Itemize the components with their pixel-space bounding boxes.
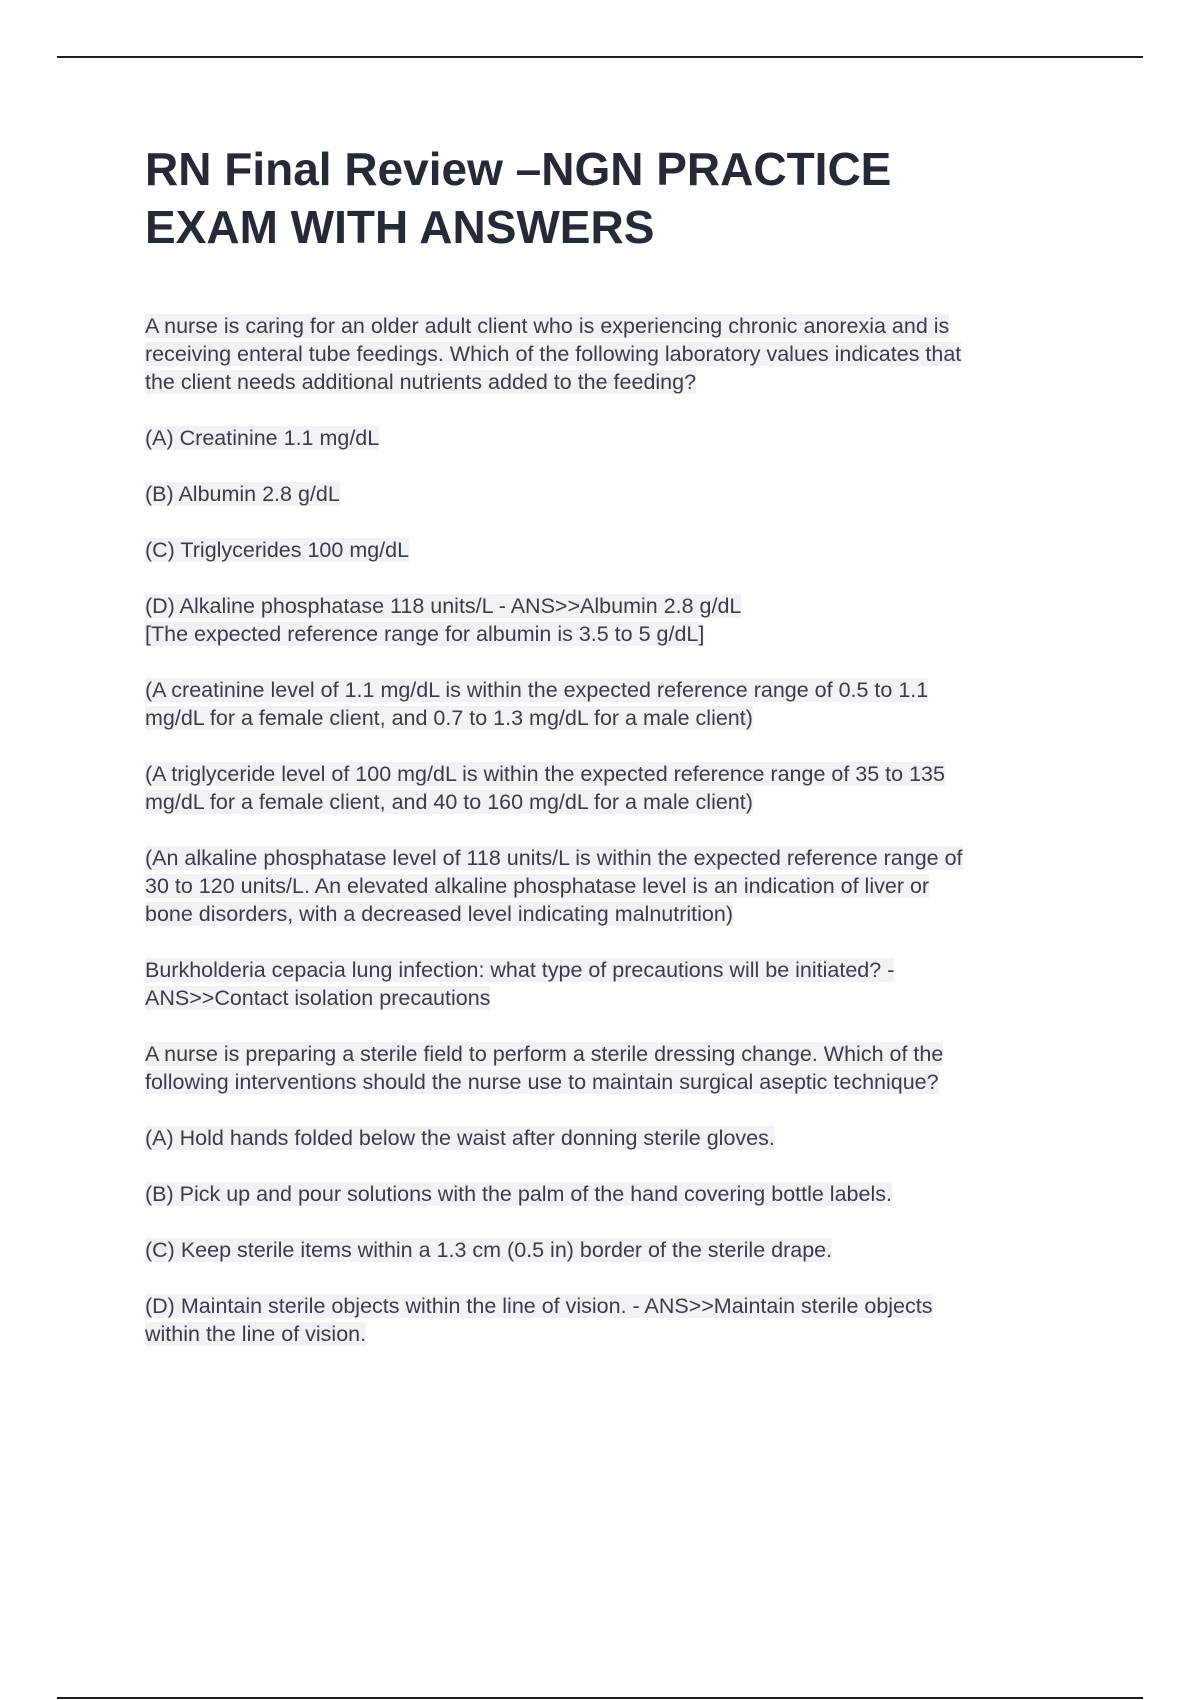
text-line: ANS>>Contact isolation precautions: [145, 986, 491, 1010]
text-line: (C) Keep sterile items within a 1.3 cm (0.5 in) border of the sterile drape.: [145, 1238, 833, 1262]
text-line: (B) Albumin 2.8 g/dL: [145, 482, 340, 506]
text-line: (An alkaline phosphatase level of 118 units/L is within the expected reference range of: [145, 846, 963, 870]
question-3-option-c: [145, 1236, 1080, 1264]
text-line: following interventions should the nurse use to maintain surgical aseptic technique?: [145, 1070, 939, 1094]
question-3-option-b: [145, 1180, 1080, 1208]
question-1-option-b: [145, 480, 1080, 508]
text-line: within the line of vision.: [145, 1322, 367, 1346]
text-line: mg/dL for a female client, and 40 to 160 mg/dL for a male client): [145, 790, 753, 814]
question-3-option-d-answer: [145, 1292, 1080, 1348]
top-rule: [57, 56, 1143, 58]
document-title: [145, 140, 1105, 256]
question-1-option-a: [145, 424, 1080, 452]
document-body: [145, 312, 1080, 1376]
text-line: A nurse is preparing a sterile field to perform a sterile dressing change. Which of the: [145, 1042, 944, 1066]
text-line: (A) Creatinine 1.1 mg/dL: [145, 426, 380, 450]
bottom-rule: [57, 1697, 1143, 1699]
text-line: 30 to 120 units/L. An elevated alkaline phosphatase level is an indication of liver or: [145, 874, 930, 898]
text-line: bone disorders, with a decreased level indicating malnutrition): [145, 902, 733, 926]
question-3-option-a: [145, 1124, 1080, 1152]
text-line: (B) Pick up and pour solutions with the palm of the hand covering bottle labels.: [145, 1182, 892, 1206]
text-line: (D) Maintain sterile objects within the line of vision. - ANS>>Maintain sterile objects: [145, 1294, 933, 1318]
question-1-option-d-answer: [145, 592, 1080, 648]
question-2: [145, 956, 1080, 1012]
text-line: A nurse is caring for an older adult client who is experiencing chronic anorexia and is: [145, 314, 950, 338]
text-line: Burkholderia cepacia lung infection: what type of precautions will be initiated? -: [145, 958, 895, 982]
rationale-alkaline-phosphatase: [145, 844, 1080, 928]
text-line: (A creatinine level of 1.1 mg/dL is within the expected reference range of 0.5 to 1.1: [145, 678, 929, 702]
rationale-creatinine: [145, 676, 1080, 732]
text-line: mg/dL for a female client, and 0.7 to 1.3 mg/dL for a male client): [145, 706, 753, 730]
text-line: (A triglyceride level of 100 mg/dL is within the expected reference range of 35 to 135: [145, 762, 945, 786]
question-1-stem: [145, 312, 1080, 396]
text-line: (A) Hold hands folded below the waist after donning sterile gloves.: [145, 1126, 775, 1150]
title-line: RN Final Review –NGN PRACTICE: [145, 143, 892, 195]
text-line: the client needs additional nutrients added to the feeding?: [145, 370, 697, 394]
question-1-option-c: [145, 536, 1080, 564]
rationale-triglyceride: [145, 760, 1080, 816]
question-3-stem: [145, 1040, 1080, 1096]
text-line: (D) Alkaline phosphatase 118 units/L - ANS>>Albumin 2.8 g/dL: [145, 594, 742, 618]
title-line: EXAM WITH ANSWERS: [145, 201, 655, 253]
text-line: [The expected reference range for albumin is 3.5 to 5 g/dL]: [145, 622, 705, 646]
text-line: (C) Triglycerides 100 mg/dL: [145, 538, 410, 562]
text-line: receiving enteral tube feedings. Which of the following laboratory values indicates that: [145, 342, 962, 366]
